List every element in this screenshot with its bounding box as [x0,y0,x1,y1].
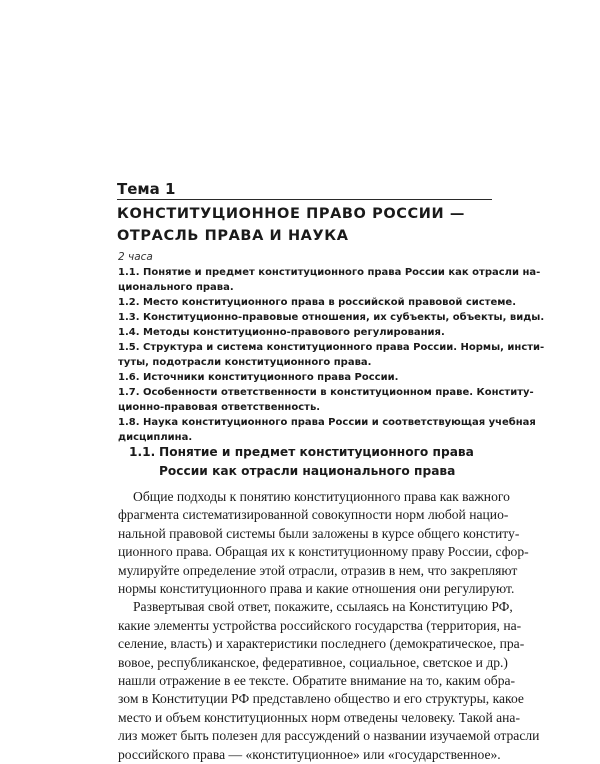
section-title-line: России как отрасли национального права [159,464,456,478]
body-line: российского права — «конституционное» или «государственное». [118,746,501,762]
contents-line: 1.5. Структура и система конституционного права России. Нормы, инсти- [118,342,545,353]
body-text [118,488,540,764]
body-line: ционного права. Обращая их к конституционному праву России, сфор- [118,544,529,560]
contents-line: 1.6. Источники конституционного права России. [118,372,399,383]
section-number: 1.1. [129,445,156,459]
topic-contents [118,265,545,445]
contents-line: 1.8. Наука конституционного права России и соответствующая учебная [118,417,536,428]
topic-divider [117,199,492,200]
contents-line: 1.7. Особенности ответственности в конституционном праве. Конститу- [118,387,534,398]
contents-line: ционно-правовая ответственность. [118,402,321,413]
section-title-line: Понятие и предмет конституционного права [159,445,474,459]
contents-line: 1.3. Конституционно-правовые отношения, их субъекты, объекты, виды. [118,312,545,323]
topic-title-line: ОТРАСЛЬ ПРАВА И НАУКА [117,228,349,244]
body-line: фрагмента систематизированной совокупности норм любой нацио- [118,507,509,523]
body-line: нальной правовой системы были заложены в курсе общего конститу- [118,525,520,541]
body-line: Общие подходы к понятию конституционного права как важного [133,489,510,504]
topic-title [117,203,497,247]
hours-note: 2 часа [118,251,153,263]
body-line: селение, власть) и характеристики последнего (демократическое, пра- [118,636,525,652]
body-line: место и объем конституционных норм отведены человеку. Такой ана- [118,709,520,725]
contents-line: 1.1. Понятие и предмет конституционного права России как отрасли на- [118,267,541,278]
topic-title-line: КОНСТИТУЦИОННОЕ ПРАВО РОССИИ — [117,206,465,222]
body-line: нормы конституционного права и какие отношения они регулируют. [118,581,515,597]
body-line: какие элементы устройства российского государства (территория, на- [118,617,522,633]
contents-line: туты, подотрасли конституционного права. [118,357,372,368]
body-line: Развертывая свой ответ, покажите, ссылаясь на Конституцию РФ, [133,599,513,615]
contents-line: 1.2. Место конституционного права в российской правовой системе. [118,297,517,308]
contents-line: 1.4. Методы конституционно-правового регулирования. [118,327,445,338]
body-line: лиз может быть полезен для рассуждений о названии изучаемой отрасли [118,728,540,744]
body-line: нашли отражение в ее тексте. Обратите внимание на то, каким обра- [118,673,516,689]
body-line: мулируйте определение этой отрасли, отразив в нем, что закрепляют [118,562,518,578]
contents-line: дисциплина. [118,432,193,443]
contents-line: ционального права. [118,282,234,293]
topic-label: Тема 1 [117,180,176,198]
body-line: зом в Конституции РФ представлено общество и его структуры, какое [118,691,524,707]
body-line: вовое, республиканское, федеративное, социальное, светское и др.) [118,654,508,670]
